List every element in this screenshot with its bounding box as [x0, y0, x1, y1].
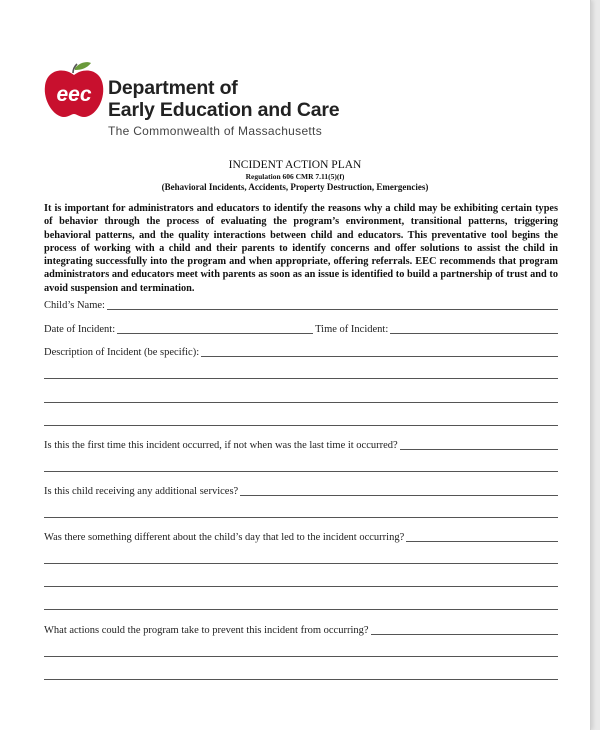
description-answer-line[interactable]: [44, 378, 558, 379]
date-of-incident-line[interactable]: [117, 323, 313, 334]
first-time-label: Is this the first time this incident occurred, if not when was the last time it occurred?: [44, 440, 398, 451]
first-time-field[interactable]: [44, 437, 558, 451]
description-line[interactable]: [201, 346, 558, 357]
something-different-line[interactable]: [406, 531, 558, 542]
additional-services-answer-line[interactable]: [44, 517, 558, 518]
date-time-field[interactable]: [44, 321, 558, 335]
regulation-reference: Regulation 606 CMR 7.11(5)(f): [245, 172, 345, 181]
agency-name: [108, 77, 339, 121]
child-name-label: Child’s Name:: [44, 300, 105, 311]
description-field[interactable]: [44, 344, 558, 358]
description-label: Description of Incident (be specific):: [44, 347, 200, 358]
something-different-answer-line[interactable]: [44, 563, 558, 564]
eec-apple-logo: [42, 60, 106, 120]
description-answer-line[interactable]: [44, 402, 558, 403]
prevent-actions-field[interactable]: [44, 622, 558, 636]
prevent-actions-label: What actions could the program take to prevent this incident from occurring?: [44, 625, 369, 636]
prevent-actions-answer-line[interactable]: [44, 679, 558, 680]
something-different-answer-line[interactable]: [44, 586, 558, 587]
form-title: INCIDENT ACTION PLAN: [228, 159, 362, 171]
form-scope: (Behavioral Incidents, Accidents, Property Destruction, Emergencies): [161, 182, 429, 192]
commonwealth-subtitle: The Commonwealth of Massachusetts: [108, 124, 322, 138]
child-name-line[interactable]: [107, 299, 558, 310]
intro-paragraph: It is important for administrators and educators to identify the reasons why a child may be exhibiting certain types of behavior through the process of evaluating the program’s environment, transitional patterns, triggering behavioral patterns, and the quality interactions between child and educators. This preventative tool begins the process of working with a child and their parents to identify concerns and offer solutions to assist the child in integrating successfully into the program and when appropriate, offering referrals. EEC recommends that program administrators and educators meet with parents as soon as an issue is identified to build a partnership of trust and to avoid suspension and termination.: [44, 203, 558, 294]
something-different-label: Was there something different about the child’s day that led to the incident occurring?: [44, 532, 405, 543]
first-time-line[interactable]: [400, 439, 558, 450]
additional-services-field[interactable]: [44, 483, 558, 497]
something-different-answer-line[interactable]: [44, 609, 558, 610]
date-of-incident-label: Date of Incident:: [44, 324, 116, 335]
first-time-answer-line[interactable]: [44, 471, 558, 472]
description-answer-line[interactable]: [44, 425, 558, 426]
agency-line-1: Department of: [108, 77, 238, 99]
child-name-field[interactable]: [44, 297, 558, 311]
something-different-field[interactable]: [44, 529, 558, 543]
additional-services-line[interactable]: [240, 485, 558, 496]
additional-services-label: Is this child receiving any additional services?: [44, 486, 239, 497]
agency-line-2: Early Education and Care: [108, 99, 340, 121]
time-of-incident-label: Time of Incident:: [315, 324, 389, 335]
prevent-actions-answer-line[interactable]: [44, 656, 558, 657]
logo-text: eec: [56, 83, 92, 106]
prevent-actions-line[interactable]: [371, 624, 558, 635]
time-of-incident-line[interactable]: [390, 323, 558, 334]
